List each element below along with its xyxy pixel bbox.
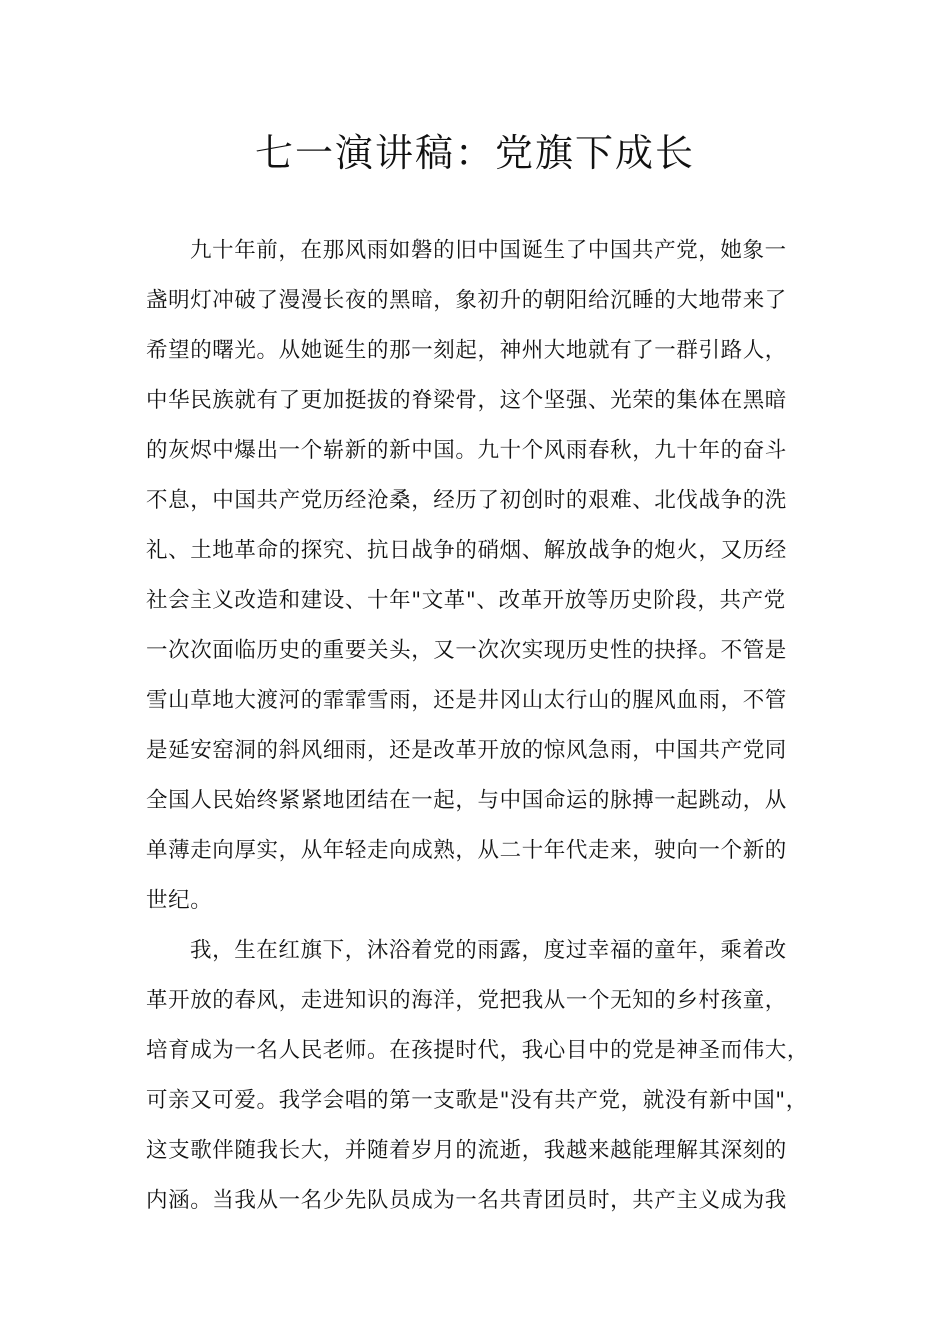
paragraph-line: 一次次面临历史的重要关头，又一次次实现历史性的抉择。不管是 xyxy=(146,638,787,663)
paragraph-line: 是延安窑洞的斜风细雨，还是改革开放的惊风急雨，中国共产党同 xyxy=(146,738,787,763)
paragraph-line: 这支歌伴随我长大，并随着岁月的流逝，我越来越能理解其深刻的 xyxy=(146,1138,787,1163)
paragraph-line: 的灰烬中爆出一个崭新的新中国。九十个风雨春秋，九十年的奋斗 xyxy=(146,438,787,463)
paragraph-line: 礼、土地革命的探究、抗日战争的硝烟、解放战争的炮火，又历经 xyxy=(146,538,787,563)
paragraph-line: 单薄走向厚实，从年轻走向成熟，从二十年代走来，驶向一个新的 xyxy=(146,838,787,863)
paragraph-line: 可亲又可爱。我学会唱的第一支歌是"没有共产党，就没有新中国"， xyxy=(146,1088,808,1113)
paragraph-line: 我，生在红旗下，沐浴着党的雨露，度过幸福的童年，乘着改 xyxy=(190,938,787,963)
paragraph-line: 不息，中国共产党历经沧桑，经历了初创时的艰难、北伐战争的洗 xyxy=(146,488,787,513)
paragraph-line: 中华民族就有了更加挺拔的脊梁骨，这个坚强、光荣的集体在黑暗 xyxy=(146,388,787,413)
paragraph-line: 世纪。 xyxy=(146,888,213,913)
paragraph-line: 革开放的春风，走进知识的海洋，党把我从一个无知的乡村孩童， xyxy=(146,988,787,1013)
paragraph-line: 盏明灯冲破了漫漫长夜的黑暗，象初升的朝阳给沉睡的大地带来了 xyxy=(146,288,787,313)
paragraph-line: 社会主义改造和建设、十年"文革"、改革开放等历史阶段，共产党 xyxy=(146,588,786,613)
paragraph-line: 九十年前，在那风雨如磐的旧中国诞生了中国共产党，她象一 xyxy=(190,238,787,263)
paragraph-line: 培育成为一名人民老师。在孩提时代，我心目中的党是神圣而伟大， xyxy=(146,1038,810,1063)
paragraph-line: 内涵。当我从一名少先队员成为一名共青团员时，共产主义成为我 xyxy=(146,1188,787,1213)
paragraph-line: 希望的曙光。从她诞生的那一刻起，神州大地就有了一群引路人， xyxy=(146,338,787,363)
paragraph-line: 雪山草地大渡河的霏霏雪雨，还是井冈山太行山的腥风血雨，不管 xyxy=(146,688,787,713)
paragraph-line: 全国人民始终紧紧地团结在一起，与中国命运的脉搏一起跳动，从 xyxy=(146,788,787,813)
document-title: 七一演讲稿：党旗下成长 xyxy=(254,131,695,175)
